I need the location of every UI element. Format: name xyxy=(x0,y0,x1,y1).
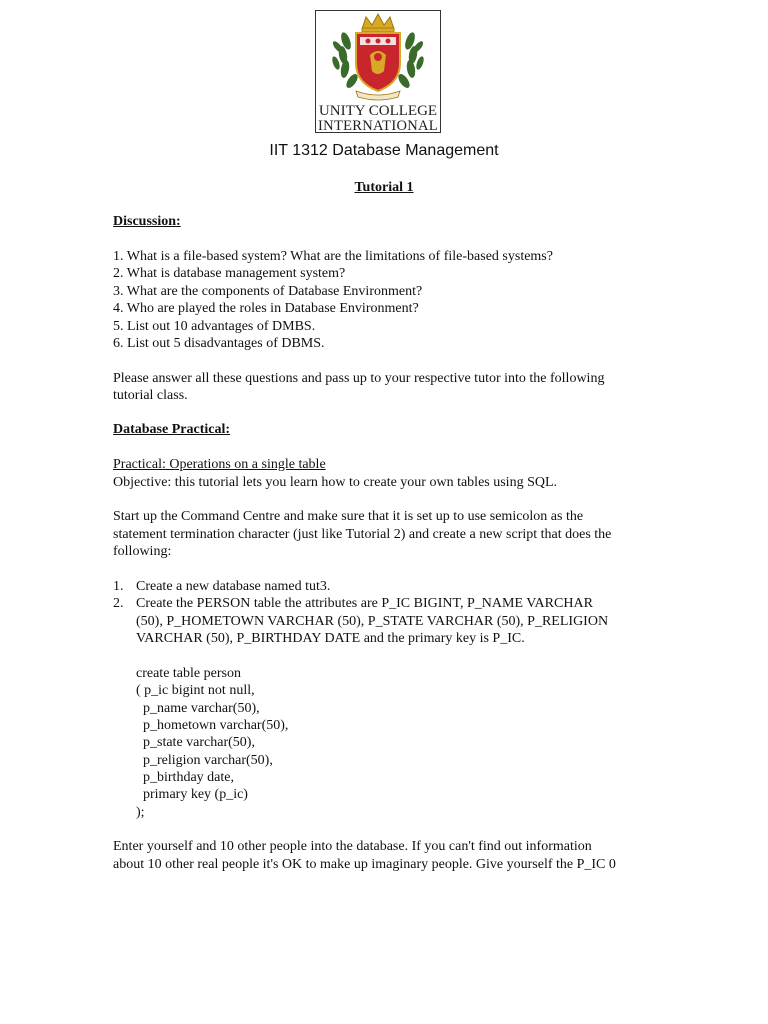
practical-subheading: Practical: Operations on a single table xyxy=(113,457,326,472)
sql-line-5: p_state varchar(50), xyxy=(136,735,255,750)
sql-line-2: ( p_ic bigint not null, xyxy=(136,683,255,698)
intro-line-2: statement termination character (just like Tutorial 2) and create a new script that does the xyxy=(113,527,612,542)
instruction-line-1: Please answer all these questions and pass up to your respective tutor into the following xyxy=(113,371,605,386)
step-2-number: 2. xyxy=(113,596,124,611)
step-2-line-3: VARCHAR (50), P_BIRTHDAY DATE and the primary key is P_IC. xyxy=(136,631,525,646)
college-logo xyxy=(315,10,441,133)
step-1-number: 1. xyxy=(113,579,124,594)
crest-icon xyxy=(316,11,440,103)
intro-line-1: Start up the Command Centre and make sure that it is set up to use semicolon as the xyxy=(113,509,584,524)
closing-line-2: about 10 other real people it's OK to make up imaginary people. Give yourself the P_IC 0 xyxy=(113,857,616,872)
sql-line-3: p_name varchar(50), xyxy=(136,701,260,716)
tutorial-title: Tutorial 1 xyxy=(354,180,414,195)
question-1: 1. What is a file-based system? What are the limitations of file-based systems? xyxy=(113,249,553,264)
discussion-heading: Discussion: xyxy=(113,214,181,229)
sql-line-1: create table person xyxy=(136,666,241,681)
sql-line-9: ); xyxy=(136,805,145,820)
question-6: 6. List out 5 disadvantages of DBMS. xyxy=(113,336,325,351)
practical-heading: Database Practical: xyxy=(113,422,231,437)
question-3: 3. What are the components of Database Environment? xyxy=(113,284,423,299)
step-1-text: Create a new database named tut3. xyxy=(136,579,331,594)
sql-line-7: p_birthday date, xyxy=(136,770,234,785)
document-title: IIT 1312 Database Management xyxy=(269,142,499,159)
instruction-line-2: tutorial class. xyxy=(113,388,188,403)
intro-line-3: following: xyxy=(113,544,172,559)
logo-text-line2: INTERNATIONAL xyxy=(318,118,438,134)
objective-text: Objective: this tutorial lets you learn how to create your own tables using SQL. xyxy=(113,475,558,490)
question-2: 2. What is database management system? xyxy=(113,266,346,281)
logo-text-line1: UNITY COLLEGE xyxy=(318,103,438,119)
sql-line-6: p_religion varchar(50), xyxy=(136,753,273,768)
sql-line-8: primary key (p_ic) xyxy=(136,787,248,802)
question-5: 5. List out 10 advantages of DMBS. xyxy=(113,319,316,334)
closing-line-1: Enter yourself and 10 other people into the database. If you can't find out information xyxy=(113,839,592,854)
step-2-line-2: (50), P_HOMETOWN VARCHAR (50), P_STATE VARCHAR (50), P_RELIGION xyxy=(136,614,609,629)
sql-line-4: p_hometown varchar(50), xyxy=(136,718,289,733)
step-2-line-1: Create the PERSON table the attributes are P_IC BIGINT, P_NAME VARCHAR xyxy=(136,596,593,611)
question-4: 4. Who are played the roles in Database Environment? xyxy=(113,301,419,316)
